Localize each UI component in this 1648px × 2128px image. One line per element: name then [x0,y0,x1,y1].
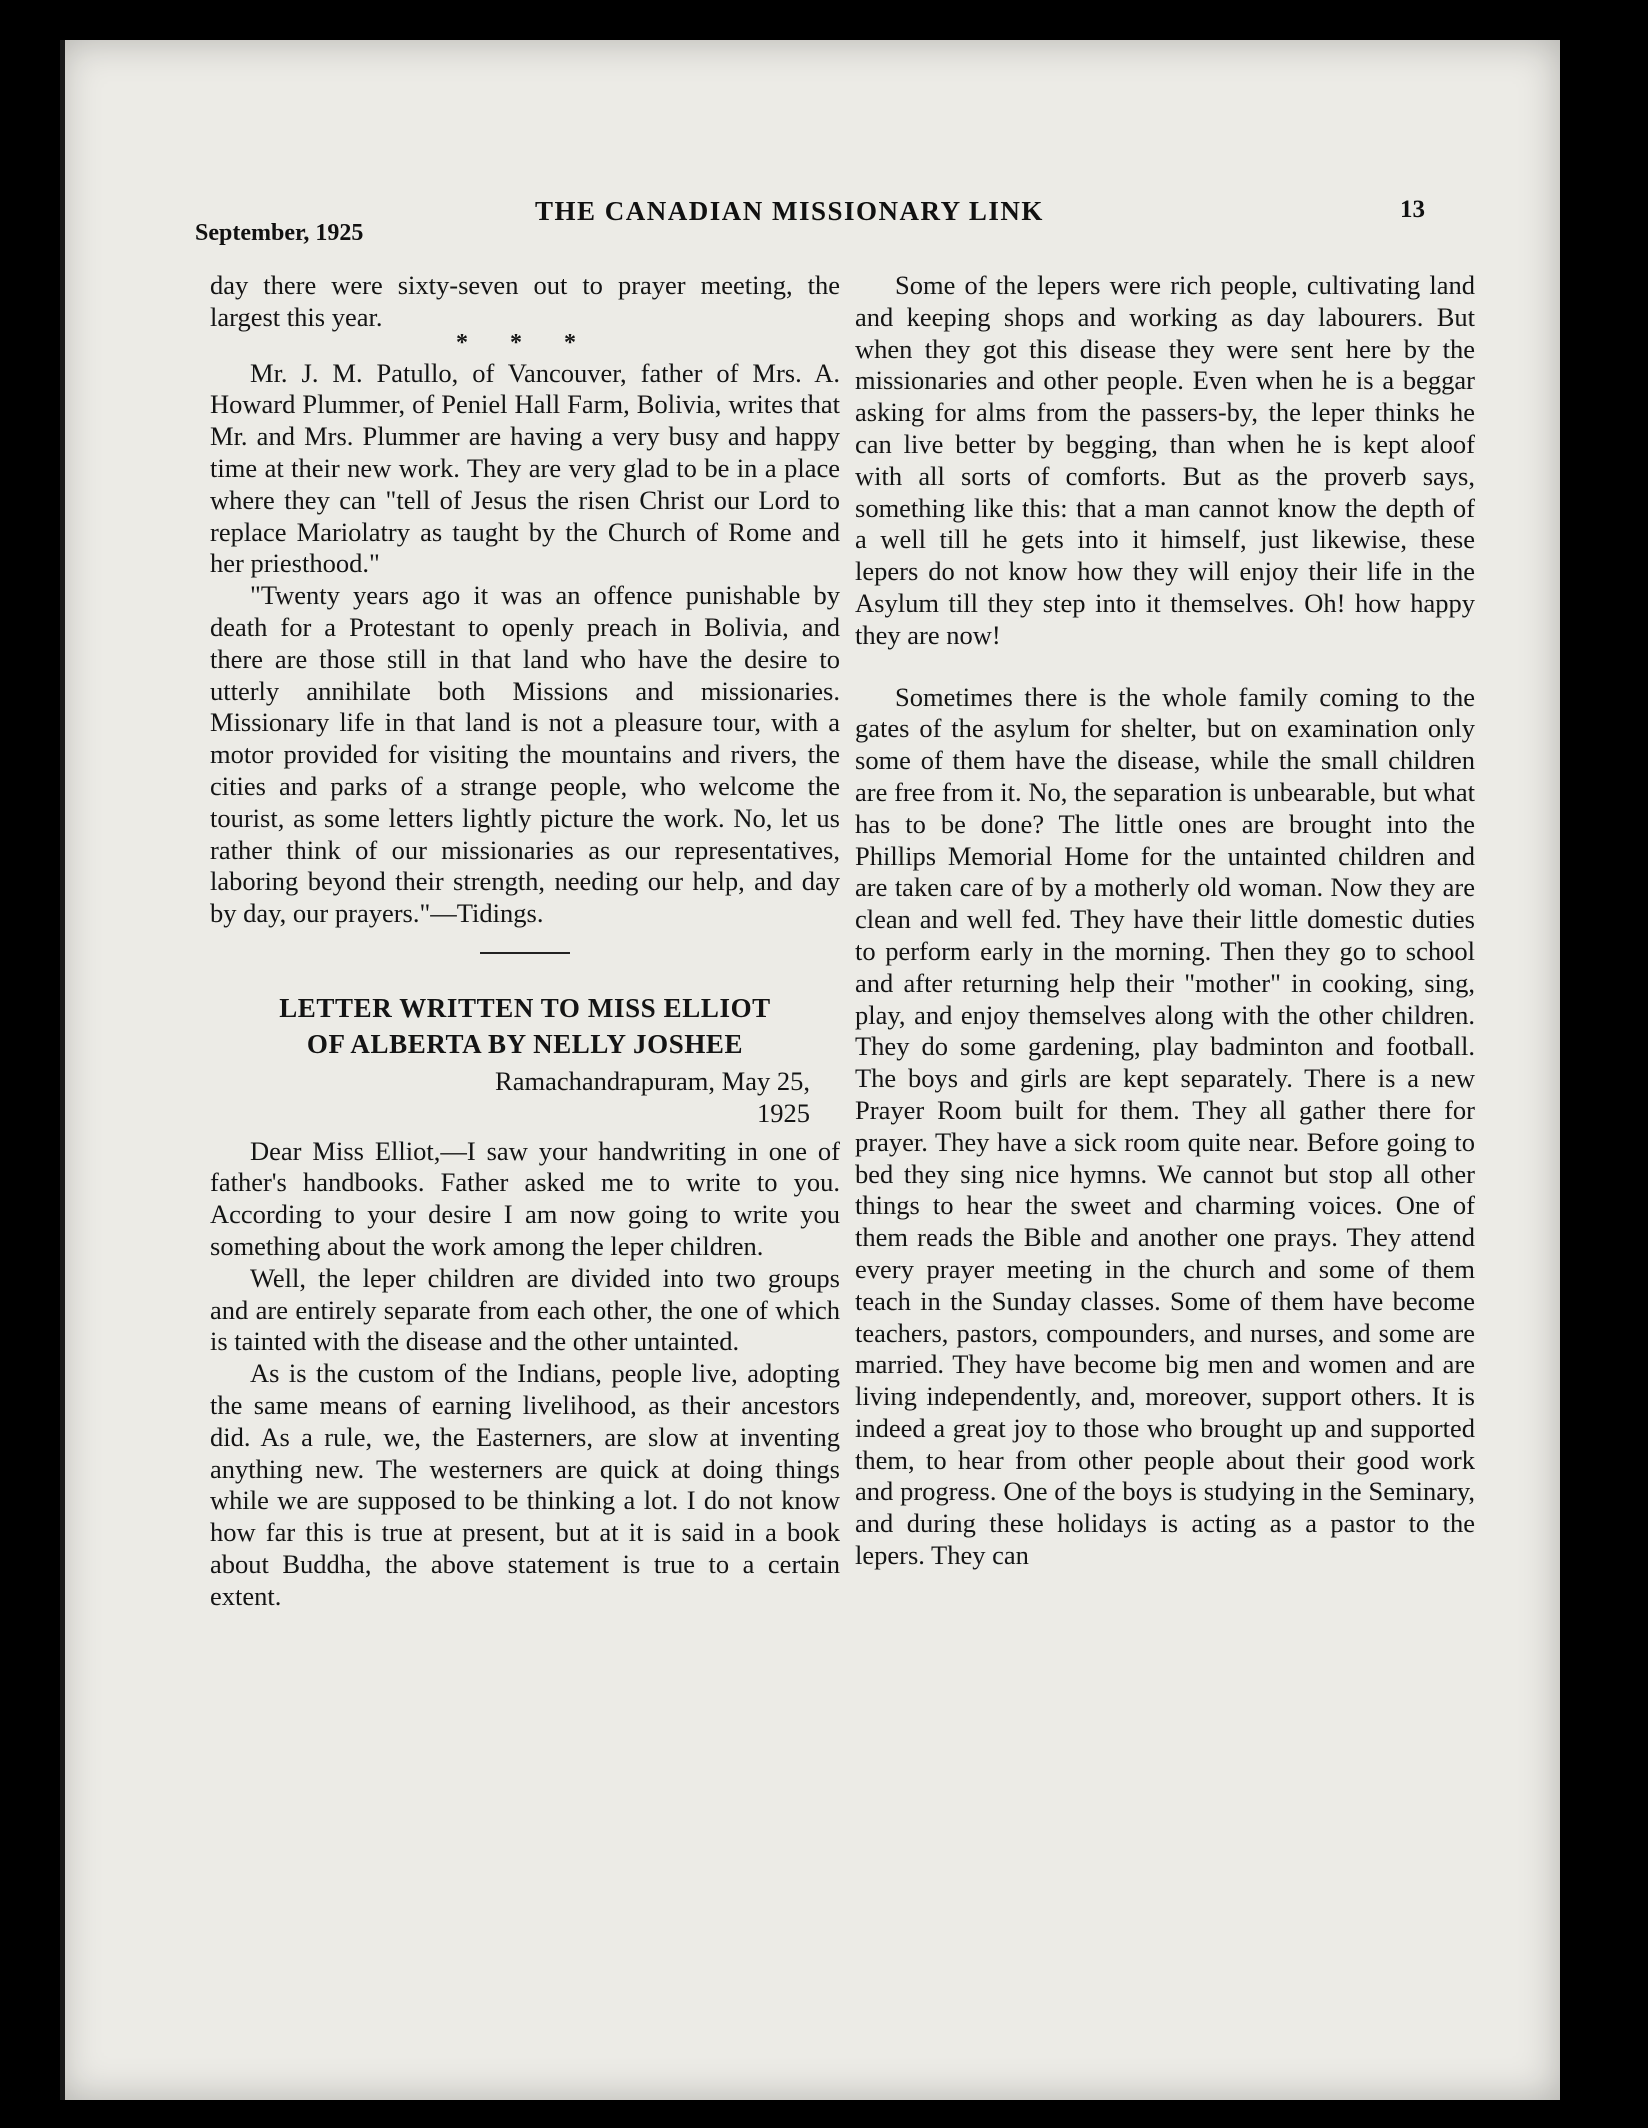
article-title-line: LETTER WRITTEN TO MISS ELLIOT [279,992,771,1023]
paragraph-gap [855,652,1475,682]
page-number: 13 [1400,196,1425,223]
dateline-place: Ramachandrapuram, May 25, [495,1065,810,1096]
issue-date: September, 1925 [195,220,364,246]
salutation-paragraph: Dear Miss Elliot,—I saw your handwriting in one of father's handbooks. Father asked me to write to you. According to your desire I am now going to write you something about the work among the leper children. [210,1135,840,1261]
dateline-year: 1925 [757,1097,810,1128]
opening-paragraph: day there were sixty-seven out to prayer meeting, the largest this year. [210,270,840,332]
binding-edge [60,40,65,2100]
letter-dateline [210,1066,840,1130]
groups-paragraph: Well, the leper children are divided into two groups and are entirely separate from each other, the one of which is tainted with the disease and the other untainted. [210,1262,840,1357]
article-title [210,990,840,1062]
right-column [855,270,1475,1572]
patullo-paragraph: Mr. J. M. Patullo, of Vancouver, father of Mrs. A. Howard Plummer, of Peniel Hall Farm, Bolivia, writes that Mr. and Mrs. Plummer are having a very busy and happy time at their new work. They are very glad to be in a place where they can "tell of Jesus the risen Christ our Lord to replace Mariolatry as taught by the Church of Rome and her priesthood." [210,357,840,579]
custom-paragraph: As is the custom of the Indians, people live, adopting the same means of earning livelihood, as their ancestors did. As a rule, we, the Easterners, are slow at inventing anything new. The westerners are quick at doing things while we are supposed to be thinking a lot. I do not know how far this is true at present, but at it is said in a book about Buddha, the above statement is true to a certain extent. [210,1358,840,1611]
twenty-years-paragraph: "Twenty years ago it was an offence punishable by death for a Protestant to openly preach in Bolivia, and there are those still in that land who have the desire to utterly annihilate both Missions and missionaries. Missionary life in that land is not a pleasure tour, with a motor provided for visiting the mountains and rivers, the cities and parks of a strange people, who welcome the tourist, as some letters lightly picture the work. No, let us rather think of our missionaries as our representatives, laboring beyond their strength, needing our help, and day by day, our prayers."—Tidings. [210,580,840,929]
masthead-title: THE CANADIAN MISSIONARY LINK [535,196,1044,226]
section-divider [480,952,570,954]
family-paragraph: Sometimes there is the whole family coming to the gates of the asylum for shelter, but on examination only some of them have the disease, while the small children are free from it. No, the separation is unbearable, but what has to be done? The little ones are brought into the Phillips Memorial Home for the untainted children and are taken care of by a motherly old woman. Now they are clean and well fed. They have their little domestic duties to perform early in the morning. Then they go to school and after returning help their "mother" in cooking, sing, play, and enjoy themselves along with the other children. They do some gardening, play badminton and football. The boys and girls are kept separately. There is a new Prayer Room built for them. They all gather there for prayer. They have a sick room quite near. Before going to bed they sing nice hymns. We cannot but stop all other things to hear the sweet and charming voices. One of them reads the Bible and another one prays. They attend every prayer meeting in the church and some of them teach in the Sunday classes. Some of them have become teachers, pastors, compounders, and nurses, and some are married. They have become big men and women and are living independently, and, moreover, support others. It is indeed a great joy to those who brought up and supported them, to hear from other people about their good work and progress. One of the boys is studying in the Seminary, and during these holidays is acting as a pastor to the lepers. They can [855,681,1475,1571]
lepers-paragraph: Some of the lepers were rich people, cultivating land and keeping shops and working as day labourers. But when they got this disease they were sent here by the missionaries and other people. Even when he is a beggar asking for alms from the passers-by, the leper thinks he can live better by begging, than when he is kept aloof with all sorts of comforts. But as the proverb says, something like this: that a man cannot know the depth of a well till he gets into it himself, just likewise, these lepers do not know how they will enjoy their life in the Asylum till they step into it themselves. Oh! how happy they are now! [855,270,1475,650]
section-stars: * * * [456,329,594,356]
page-header [135,196,1445,246]
left-column [210,270,840,1612]
article-title-line: OF ALBERTA BY NELLY JOSHEE [306,1028,744,1059]
